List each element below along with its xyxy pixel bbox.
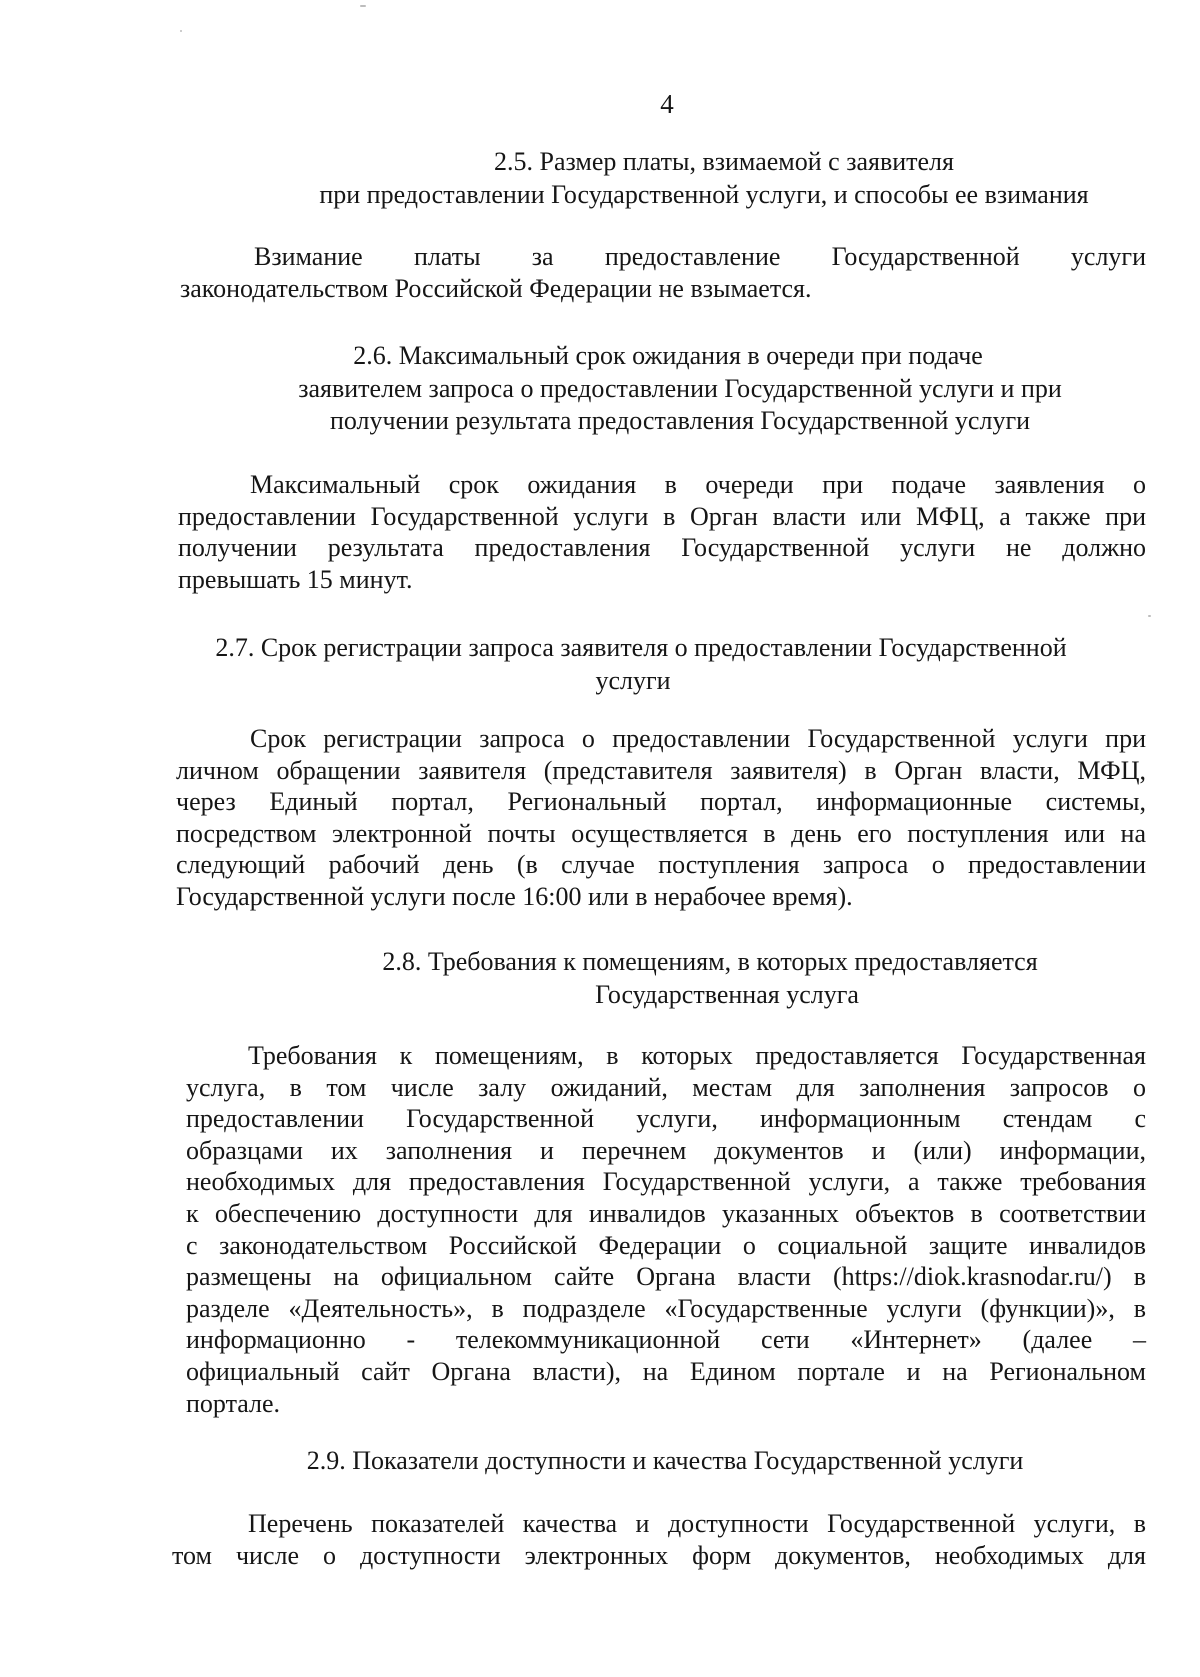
section-heading-2-8: [290, 946, 1150, 1011]
body-line: личном обращении заявителя (представителя заявителя) в Орган власти, МФЦ,: [176, 755, 1146, 785]
section-body-2-5: [180, 241, 1146, 304]
section-heading-2-7: [178, 632, 1146, 697]
heading-line: 2.9. Показатели доступности и качества Государственной услуги: [306, 1446, 1024, 1475]
section-body-2-8: [186, 1040, 1146, 1419]
page-number: 4: [660, 89, 674, 119]
body-line: том числе о доступности электронных форм документов, необходимых для: [172, 1540, 1146, 1570]
body-line: официальный сайт Органа власти), на Едином портале и на Региональном: [186, 1356, 1146, 1386]
body-line: следующий рабочий день (в случае поступления запроса о предоставлении: [176, 850, 1146, 880]
section-body-2-6: [178, 469, 1146, 595]
body-line: предоставлении Государственной услуги, информационным стендам с: [186, 1104, 1146, 1134]
body-line: разделе «Деятельность», в подразделе «Государственные услуги (функции)», в: [186, 1293, 1146, 1323]
heading-line: 2.7. Срок регистрации запроса заявителя о предоставлении Государственной: [215, 633, 1067, 662]
scan-speck: [1148, 615, 1151, 617]
body-line: Требования к помещениям, в которых предоставляется Государственная: [248, 1041, 1146, 1070]
body-line: Взимание платы за предоставление Государственной услуги: [254, 242, 1146, 271]
section-heading-2-6: [215, 340, 1145, 438]
section-heading-2-9: [265, 1445, 1065, 1478]
body-line: превышать 15 минут.: [178, 564, 413, 594]
body-line: посредством электронной почты осуществляется в день его поступления или на: [176, 818, 1146, 848]
body-line: информационно - телекоммуникационной сети «Интернет» (далее –: [186, 1325, 1146, 1355]
body-line: с законодательством Российской Федерации о социальной защите инвалидов: [186, 1230, 1146, 1260]
body-line: Перечень показателей качества и доступности Государственной услуги, в: [248, 1509, 1146, 1538]
body-line: необходимых для предоставления Государственной услуги, а также требования: [186, 1167, 1146, 1197]
body-line: Срок регистрации запроса о предоставлении Государственной услуги при: [250, 724, 1146, 753]
section-body-2-9: [172, 1508, 1146, 1571]
scan-speck: [180, 30, 182, 32]
heading-line: получении результата предоставления Государственной услуги: [329, 406, 1031, 435]
body-line: Максимальный срок ожидания в очереди при подаче заявления о: [250, 470, 1146, 499]
body-line: Государственной услуги после 16:00 или в нерабочее время).: [176, 881, 853, 911]
heading-line: 2.8. Требования к помещениям, в которых предоставляется: [382, 947, 1038, 976]
heading-line: 2.6. Максимальный срок ожидания в очереди при подаче: [353, 341, 983, 370]
body-line: размещены на официальном сайте Органа власти (https://diok.krasnodar.ru/) в: [186, 1262, 1146, 1292]
heading-line: заявителем запроса о предоставлении Государственной услуги и при: [298, 373, 1062, 403]
body-line: через Единый портал, Региональный портал, информационные системы,: [176, 787, 1146, 817]
heading-line: при предоставлении Государственной услуги, и способы ее взимания: [319, 179, 1089, 209]
section-body-2-7: [176, 723, 1146, 913]
body-line: законодательством Российской Федерации не взымается.: [180, 273, 812, 303]
section-heading-2-5: [260, 146, 1180, 211]
heading-line: услуги: [595, 665, 671, 695]
body-line: получении результата предоставления Государственной услуги не должно: [178, 533, 1146, 563]
body-line: предоставлении Государственной услуги в Орган власти или МФЦ, а также при: [178, 501, 1146, 531]
body-line: услуга, в том числе залу ожиданий, местам для заполнения запросов о: [186, 1072, 1146, 1102]
heading-line: Государственная услуга: [595, 979, 859, 1009]
body-line: образцами их заполнения и перечнем документов и (или) информации,: [186, 1135, 1146, 1165]
heading-line: 2.5. Размер платы, взимаемой с заявителя: [493, 147, 954, 176]
body-line: к обеспечению доступности для инвалидов указанных объектов в соответствии: [186, 1198, 1146, 1228]
scan-speck: [360, 5, 366, 7]
body-line: портале.: [186, 1388, 281, 1418]
